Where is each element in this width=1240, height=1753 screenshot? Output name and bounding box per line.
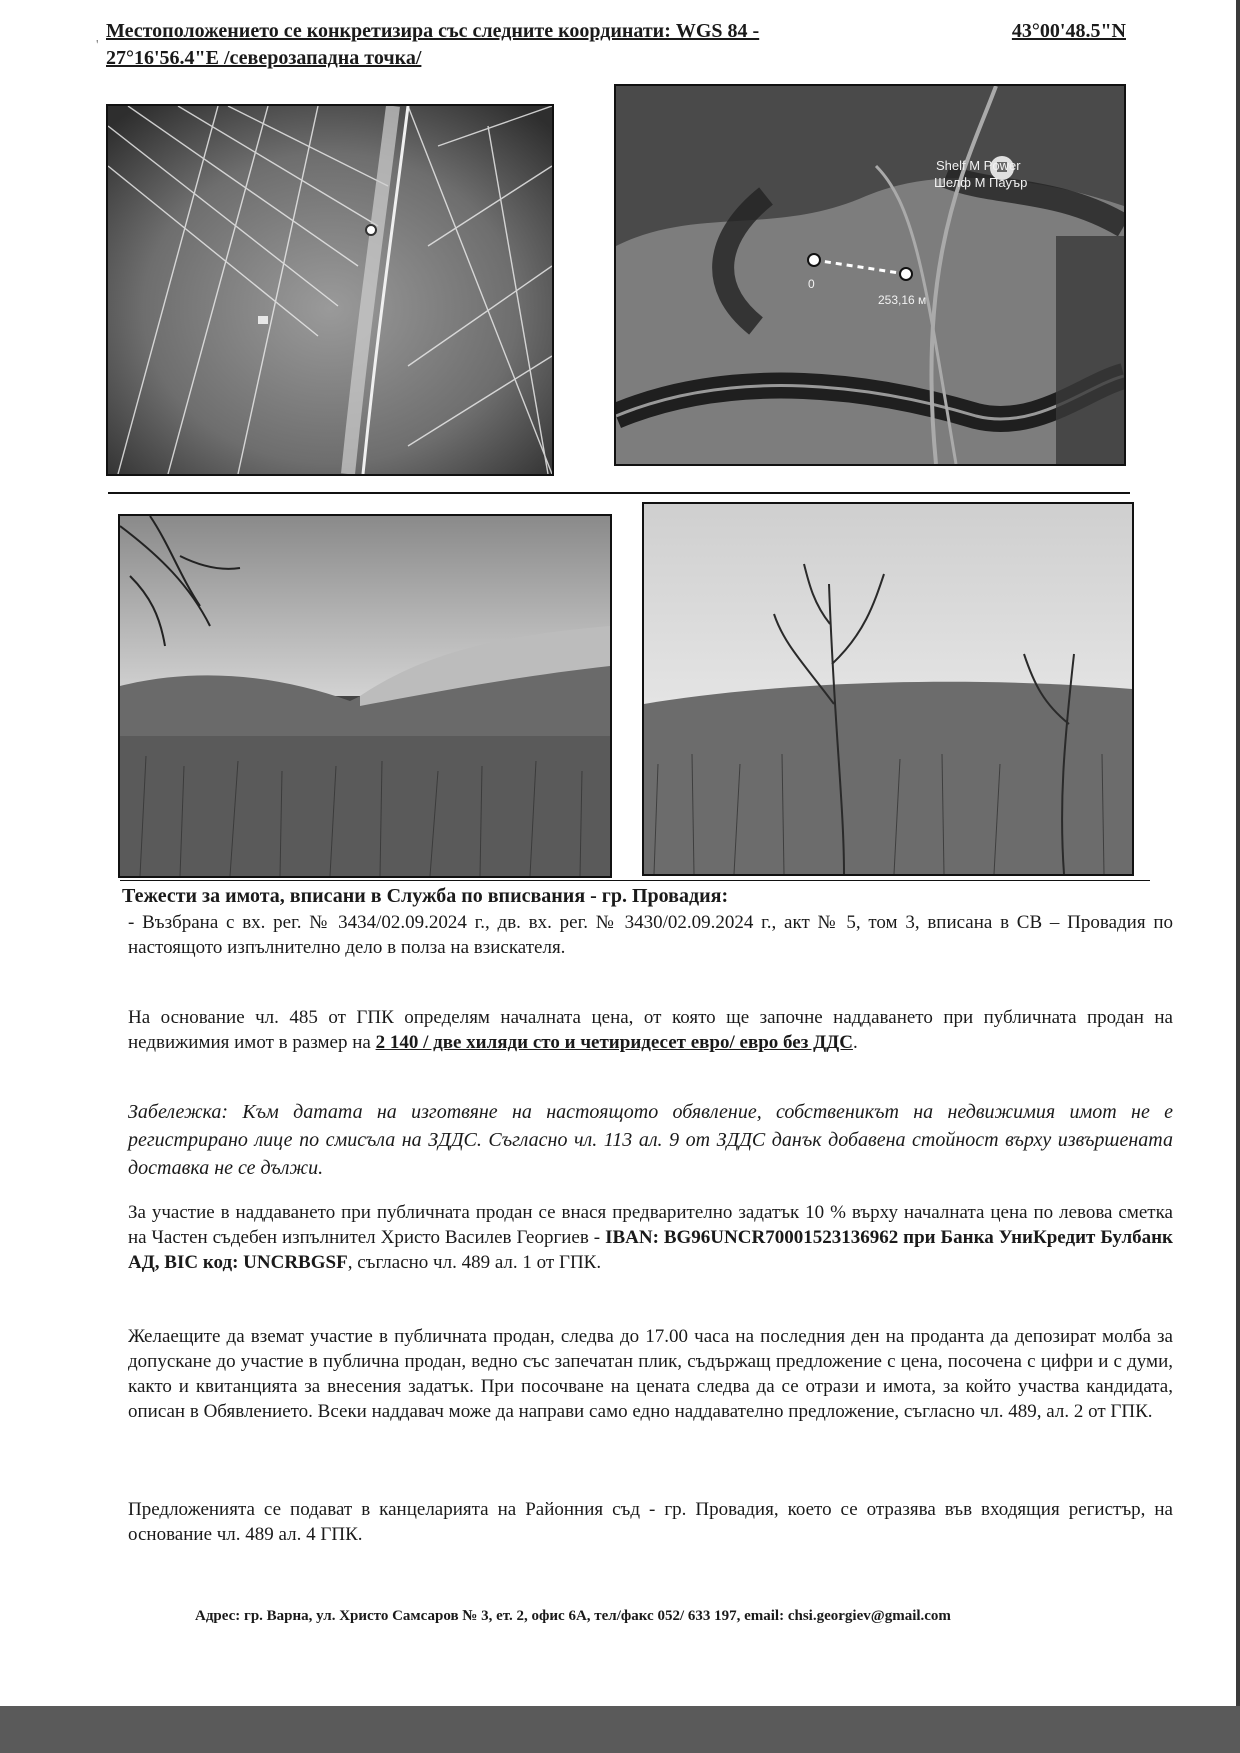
burdens-heading: Тежести за имота, вписани в Служба по вписвания - гр. Провадия: xyxy=(122,885,729,907)
price-amount: 2 140 / две хиляди сто и четиридесет евро/ евро без ДДС xyxy=(375,1032,853,1053)
latitude: 43°00'48.5"N xyxy=(1011,20,1126,42)
price-text-before: На основание чл. 485 от ГПК определям началната цена, от която ще започне наддаването при публичната продан на недвижимия имот в размер на xyxy=(128,1007,1173,1053)
scan-edge-bottom xyxy=(0,1706,1240,1753)
longitude-line: 27°16'56.4"E /северозападна точка/ xyxy=(106,47,422,69)
cadastral-map-image xyxy=(106,104,554,476)
price-text-after: . xyxy=(852,1032,858,1053)
vat-note: Забележка: Към датата на изготвяне на настоящото обявление, собственикът на недвижимия имот не е регистрирано лице по смисъла на ЗДДС. Съгласно чл. 113 ал. 9 от ЗДДС данък добавена стойност върху извършената доставка не се дължи. xyxy=(128,1101,1173,1179)
satellite-map-image xyxy=(614,84,1126,466)
footer-address: Адрес: гр. Варна, ул. Христо Самсаров № 3, ет. 2, офис 6А, тел/факс 052/ 633 197, email: chsi.georgiev@gmail.com xyxy=(195,1608,951,1624)
scan-mark: ' xyxy=(96,38,99,53)
landscape-photo-hills xyxy=(118,514,612,878)
distance-start-label: 0 xyxy=(808,277,815,291)
coordinates-label: Местоположението се конкретизира със следните координати: WGS 84 - xyxy=(106,20,760,42)
scan-edge-right xyxy=(1236,0,1240,1706)
place-label-cyrillic: Шелф М Пауър xyxy=(934,175,1028,190)
separator-line-2 xyxy=(120,880,1150,881)
coordinates-block xyxy=(106,18,1126,72)
deposit-paragraph xyxy=(128,1200,1173,1275)
place-label-latin: Shelf M Power xyxy=(936,158,1021,173)
separator-line xyxy=(108,492,1130,494)
distance-end-label: 253,16 м xyxy=(878,293,927,307)
landscape-photo-shrubs xyxy=(642,502,1134,876)
starting-price-paragraph xyxy=(128,1005,1173,1055)
burdens-text: - Възбрана с вх. рег. № 3434/02.09.2024 г., дв. вх. рег. № 3430/02.09.2024 г., акт № 5, том 3, вписана в СВ – Провадия по настоящото изпълнително дело в полза на взискателя. xyxy=(128,912,1173,958)
bidders-paragraph: Желаещите да вземат участие в публичната продан, следва до 17.00 часа на последния ден на проданта да депозират молба за допускане до участие в публична продан, ведно със запечатан плик, съдържащ предложение с цена, посочена с цифри и с думи, както и квитанцията за внесения задатък. При посочване на цената следва да се отрази и имота, за който участва кандидата, описан в Обявлението. Всеки наддавач може да направи само едно наддавателно предложение, съгласно чл. 489, ал. 2 от ГПК. xyxy=(128,1326,1173,1422)
coordinates-line-1 xyxy=(106,18,1126,45)
deposit-text-before: За участие в наддаването при публичната продан се внася предварително задатък 10 % върху началната цена по левова сметка на Частен съдебен изпълнител Христо Василев Георгиев - xyxy=(128,1202,1173,1248)
submission-paragraph: Предложенията се подават в канцеларията на Районния съд - гр. Провадия, което се отразява във входящия регистър, на основание чл. 489 ал. 4 ГПК. xyxy=(128,1499,1173,1545)
bank-details: IBAN: BG96UNCR70001523136962 при Банка УниКредит Булбанк АД, BIC код: UNCRBGSF xyxy=(128,1227,1173,1273)
deposit-text-after: , съгласно чл. 489 ал. 1 от ГПК. xyxy=(347,1252,602,1273)
